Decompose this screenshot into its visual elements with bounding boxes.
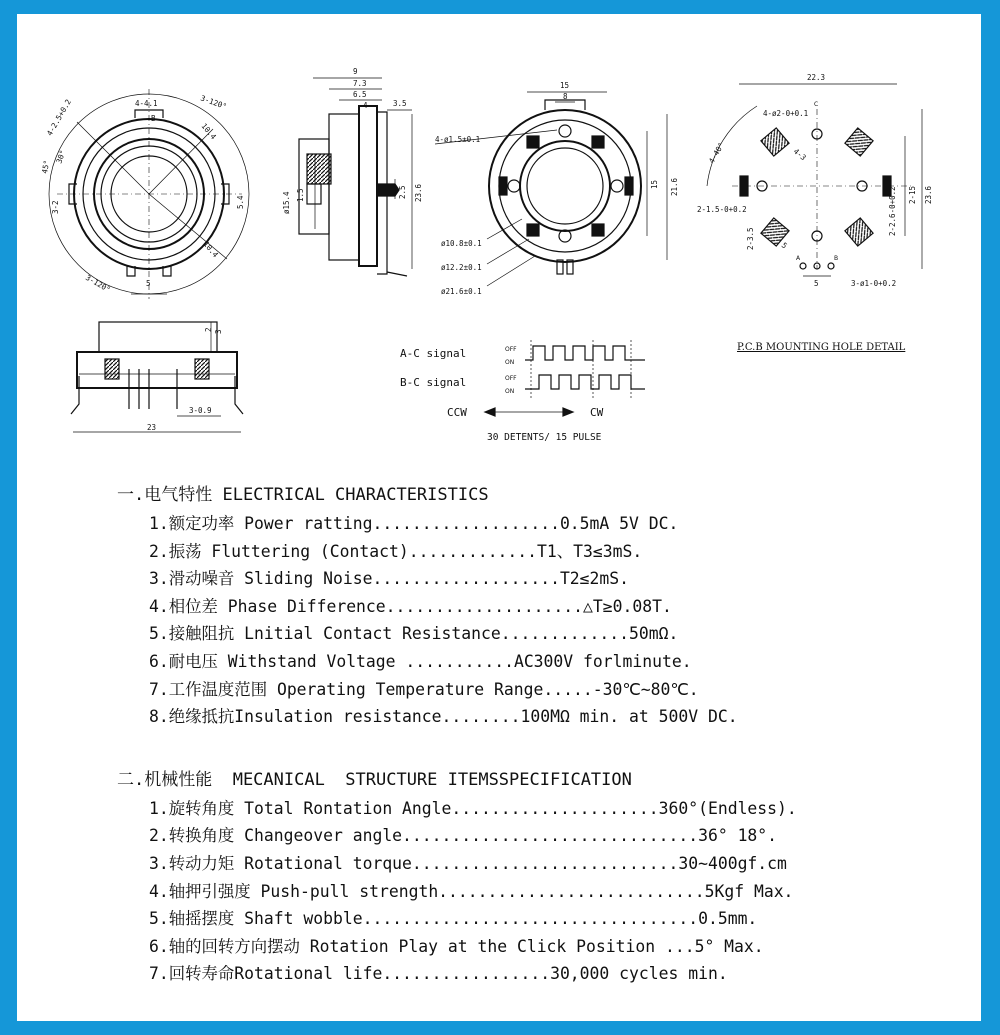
bottom-dim-2: 3-0.9 — [189, 406, 212, 415]
front-dim-1: 4-4.1 — [135, 99, 158, 108]
pcb-dim-3: 4-40° — [706, 140, 727, 165]
front-view — [40, 89, 249, 299]
technical-drawing — [17, 14, 981, 474]
electrical-item: 4.相位差 Phase Difference....................△T≥0.08T. — [149, 596, 672, 616]
ac-off-label: OFF — [505, 346, 517, 353]
electrical-item: 8.绝缘抵抗Insulation resistance........100MΩ min. at 500V DC. — [149, 707, 738, 727]
mechanical-item: 7.回转寿命Rotational life.................30,000 cycles min. — [149, 964, 728, 984]
bc-signal-label: B-C signal — [400, 376, 467, 389]
bottom-dim-1: 3 — [214, 329, 223, 334]
front-dim-10: 5 — [146, 279, 151, 288]
front-dim-2: 3-120° — [199, 93, 228, 112]
side-dim-5: ø15.4 — [282, 191, 291, 214]
pcb-dim-0: 22.3 — [807, 73, 826, 82]
pcb-dim-8: 2-2.6-0+0.2 — [888, 186, 897, 236]
front-dim-9: 10.4 — [201, 239, 220, 260]
top-dim-6: ø12.2±0.1 — [441, 263, 482, 272]
front-dim-7: 3-2 — [51, 200, 60, 214]
pcb-dim-13: 2-3.5 — [746, 227, 755, 250]
bottom-view — [71, 322, 243, 432]
pcb-view — [697, 73, 933, 353]
side-dim-4: 3.5 — [393, 99, 407, 108]
detents-note: 30 DETENTS/ 15 PULSE — [487, 432, 602, 443]
pcb-dim-11: 5 — [814, 279, 819, 288]
pcb-dim-14: 5 — [779, 240, 789, 251]
pcb-dim-4: 4-3 — [791, 146, 808, 163]
bc-off-label: OFF — [505, 375, 517, 382]
mechanical-item: 1.旋转角度 Total Rontation Angle.....................360°(Endless). — [149, 798, 797, 818]
signal-diagram — [400, 340, 645, 443]
electrical-item: 2.振荡 Fluttering (Contact).............T1、T3≤3mS. — [149, 541, 643, 561]
pcb-dim-10: B — [834, 255, 839, 262]
pcb-dim-2: 4-ø2-0+0.1 — [763, 109, 809, 118]
front-dim-0: 4-2.5+0.2 — [44, 97, 74, 138]
cw-label: CW — [590, 406, 604, 419]
mechanical-item: 4.轴押引强度 Push-pull strength...........................5Kgf Max. — [149, 881, 794, 901]
top-dim-1: 8 — [563, 92, 568, 101]
ccw-label: CCW — [447, 406, 467, 419]
electrical-item: 5.接触阻抗 Lnitial Contact Resistance.............50mΩ. — [149, 624, 679, 644]
front-dim-6: B — [151, 114, 156, 123]
mechanical-item: 6.轴的回转方向摆动 Rotation Play at the Click Position ...5° Max. — [149, 936, 764, 956]
top-dim-2: 4-ø1.5±0.1 — [435, 135, 481, 144]
bottom-dim-0: 2 — [204, 327, 213, 332]
front-dim-8: 5.4 — [236, 195, 245, 209]
electrical-item: 3.滑动噪音 Sliding Noise...................T2≤2mS. — [149, 569, 630, 589]
side-dim-3: 4 — [363, 101, 368, 110]
bc-on-label: ON — [505, 388, 515, 395]
electrical-title: 一.电气特性 ELECTRICAL CHARACTERISTICS — [117, 485, 489, 505]
side-dim-7: 2.5 — [398, 185, 407, 199]
top-view — [435, 81, 679, 296]
side-dim-2: 6.5 — [353, 90, 367, 99]
pcb-caption: P.C.B MOUNTING HOLE DETAIL — [737, 342, 906, 353]
mechanical-title: 二.机械性能 MECANICAL STRUCTURE ITEMSSPECIFICATION — [117, 769, 632, 790]
mechanical-item: 3.转动力矩 Rotational torque...........................30~400gf.cm — [149, 853, 787, 873]
electrical-item: 1.额定功率 Power ratting...................0.5mA 5V DC. — [149, 514, 679, 533]
pcb-dim-12: 3-ø1-0+0.2 — [851, 279, 897, 288]
top-dim-3: 15 — [650, 179, 659, 189]
front-dim-4: 45° — [40, 159, 52, 175]
bc-waveform — [525, 375, 645, 389]
mechanical-item: 2.转换角度 Changeover angle..............................36° 18°. — [149, 826, 778, 846]
bottom-dim-3: 23 — [147, 423, 157, 432]
top-dim-5: ø10.8±0.1 — [441, 239, 482, 248]
ac-signal-label: A-C signal — [400, 347, 467, 360]
electrical-item: 6.耐电压 Withstand Voltage ...........AC300V forlminute. — [149, 651, 692, 671]
top-dim-4: 21.6 — [670, 177, 679, 196]
specifications — [117, 480, 897, 988]
front-dim-11: 3-120° — [84, 272, 112, 295]
top-dim-7: ø21.6±0.1 — [441, 287, 482, 296]
front-dim-5: 30° — [54, 148, 68, 165]
ac-waveform — [525, 346, 645, 360]
mechanical-item: 5.轴摇摆度 Shaft wobble..................................0.5mm. — [149, 909, 758, 929]
ac-on-label: ON — [505, 359, 515, 366]
side-dim-6: 1.5 — [296, 188, 305, 202]
pcb-dim-9: A — [796, 255, 801, 262]
pcb-dim-7: 23.6 — [924, 185, 933, 204]
side-dim-1: 7.3 — [353, 79, 367, 88]
side-view — [282, 67, 423, 276]
side-dim-8: 23.6 — [414, 183, 423, 202]
side-dim-0: 9 — [353, 67, 358, 76]
top-dim-0: 15 — [560, 81, 570, 90]
datasheet-sheet — [17, 14, 981, 1021]
pcb-dim-1: C — [814, 101, 819, 108]
electrical-item: 7.工作温度范围 Operating Temperature Range.....-30℃~80℃. — [149, 679, 699, 699]
pcb-dim-5: 2-1.5-0+0.2 — [697, 205, 747, 214]
pcb-dim-6: 2-15 — [908, 185, 917, 204]
front-dim-3: 10.4 — [199, 121, 218, 142]
